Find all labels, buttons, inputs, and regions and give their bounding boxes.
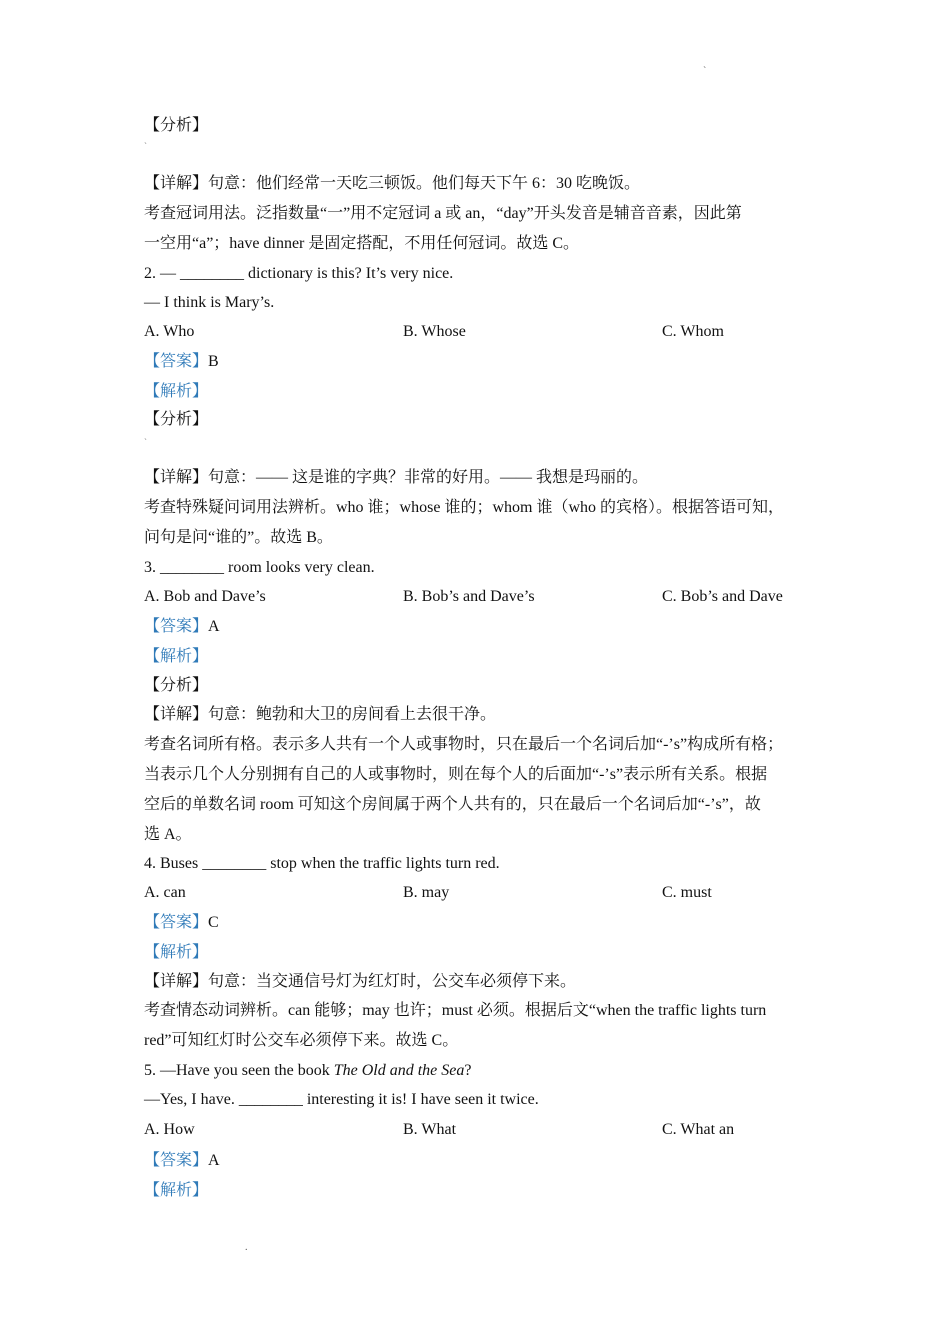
- text-line: 考查情态动词辨析。can 能够；may 也许；must 必须。根据后文“when the traffic lights turn: [144, 1002, 767, 1019]
- answer-label: 【答案】: [144, 914, 209, 931]
- answer-label: 【解析】: [144, 1182, 209, 1199]
- answer-option: C. must: [662, 884, 712, 901]
- answer-label: 【解析】: [144, 944, 209, 961]
- answer-label: 【答案】: [144, 618, 209, 635]
- answer-option: C. Whom: [662, 323, 724, 340]
- answer-value: B: [208, 353, 219, 370]
- answer-line: [144, 352, 824, 372]
- answer-option: C. Bob’s and Dave: [662, 588, 783, 605]
- answer-option: A. Bob and Dave’s: [144, 588, 266, 605]
- text-line: 考查特殊疑问词用法辨析。who 谁；whose 谁的；whom 谁（who 的宾格）。根据答语可知，: [144, 499, 784, 516]
- paragraph-mark: `: [144, 141, 147, 151]
- text-line: 3. ________ room looks very clean.: [144, 559, 375, 576]
- text-line: 【详解】句意：当交通信号灯为红灯时，公交车必须停下来。: [144, 973, 577, 990]
- answer-value: A: [208, 618, 220, 635]
- answer-option: B. What: [403, 1121, 457, 1138]
- text-line: —Yes, I have. ________ interesting it is! I have seen it twice.: [144, 1091, 539, 1108]
- text-line: 一空用“a”；have dinner 是固定搭配，不用任何冠词。故选 C。: [144, 235, 580, 252]
- text-line: 空后的单数名词 room 可知这个房间属于两个人共有的，只在最后一个名词后加“-’s”，故: [144, 796, 761, 813]
- answer-line: [144, 943, 824, 963]
- answer-value: A: [208, 1152, 220, 1169]
- text-line: 当表示几个人分别拥有自己的人或事物时，则在每个人的后面加“-’s”表示所有关系。根据: [144, 766, 768, 783]
- text-line: 选 A。: [144, 826, 192, 843]
- answer-option: A. Who: [144, 323, 195, 340]
- answer-line: [144, 382, 824, 402]
- answer-option: A. can: [144, 884, 186, 901]
- section-tag: 【分析】: [144, 677, 209, 694]
- text-line: 4. Buses ________ stop when the traffic lights turn red.: [144, 855, 500, 872]
- book-title: The Old and the Sea: [333, 1062, 465, 1079]
- question-line: 5. —Have you seen the book The Old and the Sea?: [144, 1062, 472, 1079]
- answer-label: 【解析】: [144, 383, 209, 400]
- section-tag: 【分析】: [144, 117, 209, 134]
- answer-option: C. What an: [662, 1121, 735, 1138]
- answer-option: B. Bob’s and Dave’s: [403, 588, 535, 605]
- answer-label: 【答案】: [144, 1152, 209, 1169]
- answer-line: [144, 617, 824, 637]
- text-line: red”可知红灯时公交车必须停下来。故选 C。: [144, 1032, 459, 1049]
- answer-value: C: [208, 914, 219, 931]
- text-line: 问句是问“谁的”。故选 B。: [144, 529, 333, 546]
- answer-line: [144, 1181, 824, 1201]
- footer-mark: .: [245, 1242, 248, 1253]
- paragraph-mark: `: [144, 437, 147, 447]
- text-line: 2. — ________ dictionary is this? It’s very nice.: [144, 265, 454, 282]
- text-line: 考查冠词用法。泛指数量“一”用不定冠词 a 或 an，“day”开头发音是辅音音素，因此第: [144, 205, 742, 222]
- section-tag: 【分析】: [144, 411, 209, 428]
- answer-line: [144, 1151, 824, 1171]
- text-line: 【详解】句意：鲍勃和大卫的房间看上去很干净。: [144, 706, 497, 723]
- text-line: 考查名词所有格。表示多人共有一个人或事物时，只在最后一个名词后加“-’s”构成所有格；: [144, 736, 784, 753]
- answer-option: B. Whose: [403, 323, 466, 340]
- answer-option: B. may: [403, 884, 450, 901]
- answer-line: [144, 647, 824, 667]
- answer-label: 【解析】: [144, 648, 209, 665]
- text-line: — I think is Mary’s.: [144, 294, 275, 311]
- text-line: 【详解】句意：—— 这是谁的字典？非常的好用。—— 我想是玛丽的。: [144, 469, 649, 486]
- answer-line: [144, 913, 824, 933]
- header-mark: `: [703, 66, 707, 77]
- text-line: 【详解】句意：他们经常一天吃三顿饭。他们每天下午 6：30 吃晚饭。: [144, 175, 641, 192]
- answer-label: 【答案】: [144, 353, 209, 370]
- answer-option: A. How: [144, 1121, 195, 1138]
